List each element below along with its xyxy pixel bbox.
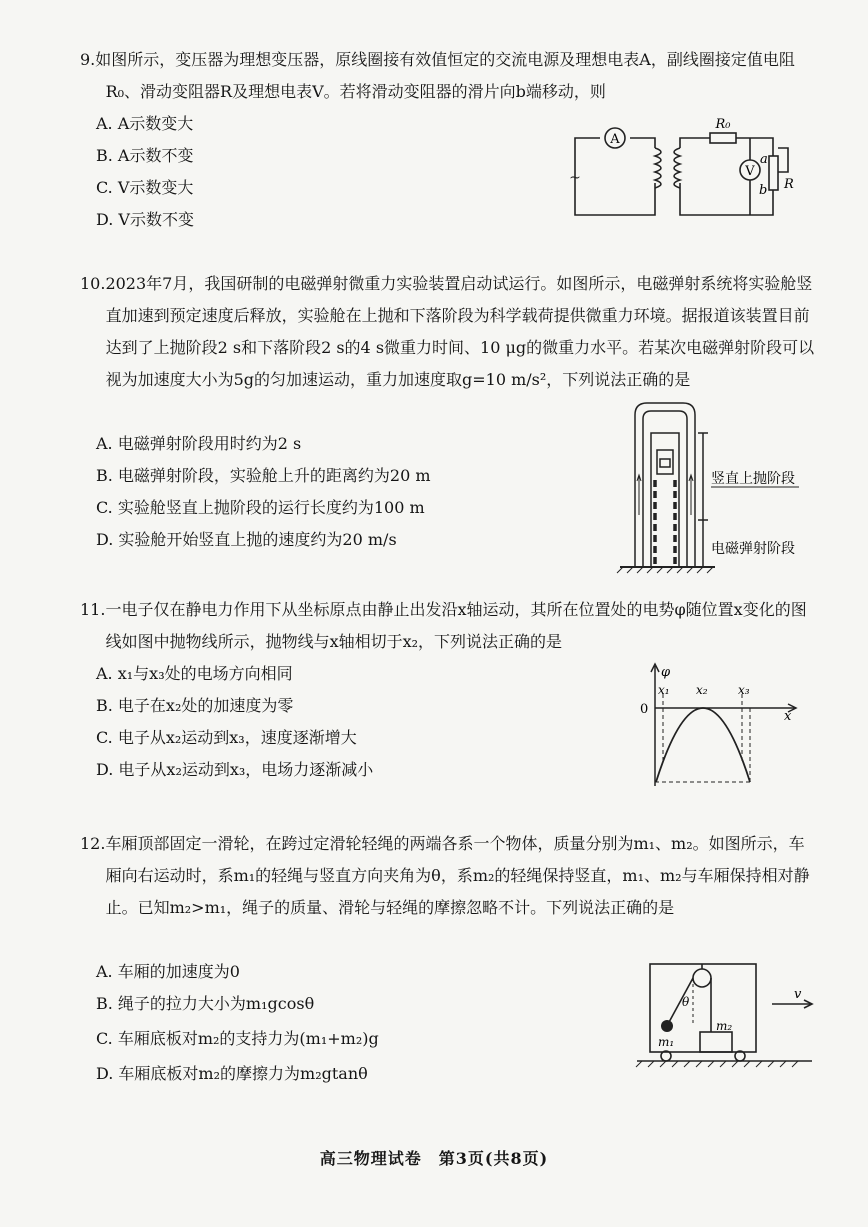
q11-option-d: D. 电子从x₂运动到x₃，电场力逐渐减小 — [96, 760, 374, 779]
page-footer: 高三物理试卷 第3页(共8页) — [319, 1149, 549, 1168]
r-label: R — [784, 177, 794, 192]
q11-potential-graph — [628, 660, 803, 790]
q12-option-c: C. 车厢底板对m₂的支持力为(m₁+m₂)g — [96, 1029, 379, 1048]
q9-option-c: C. V示数变大 — [96, 178, 194, 197]
q11-option-b: B. 电子在x₂处的加速度为零 — [96, 696, 294, 715]
m1-label: m₁ — [658, 1035, 675, 1049]
upper-stage-label: 竖直上抛阶段 — [711, 471, 795, 487]
q12-stem: 12.车厢顶部固定一滑轮，在跨过定滑轮轻绳的两端各系一个物体，质量分别为m₁、m₂。如图所示，车厢向右运动时，系m₁的轻绳与竖直方向夹角为θ，系m₂的轻绳保持竖直，m₁、m₂与车厢保持相对静止。已知m₂>m₁，绳子的质量、滑轮与轻绳的摩擦忽略不计。下列说法正确的是 — [80, 834, 810, 917]
r0-resistor — [710, 133, 736, 143]
pulley — [693, 969, 711, 987]
q12-carriage-figure — [632, 960, 822, 1080]
q9-option-a: A. A示数变大 — [96, 114, 194, 133]
ball-m1 — [661, 1020, 673, 1032]
q9-option-b: B. A示数不变 — [96, 146, 194, 165]
r0-label: R₀ — [715, 117, 731, 132]
b-label: b — [759, 183, 768, 198]
q9-option-d: D. V示数不变 — [96, 210, 194, 229]
q11-stem: 11.一电子仅在静电力作用下从坐标原点由静止出发沿x轴运动，其所在位置处的电势φ随位置x变化的图线如图中抛物线所示，抛物线与x轴相切于x₂，下列说法正确的是 — [80, 600, 807, 651]
q9-transformer-circuit — [560, 108, 810, 220]
q10-option-c: C. 实验舱竖直上抛阶段的运行长度约为100 m — [96, 498, 425, 517]
q12-option-a: A. 车厢的加速度为0 — [96, 962, 240, 981]
phi-label: φ — [661, 665, 671, 680]
q11-option-c: C. 电子从x₂运动到x₃，速度逐渐增大 — [96, 728, 357, 747]
q10-launcher-figure — [615, 395, 815, 580]
block-m2 — [700, 1032, 732, 1052]
q12-option-d: D. 车厢底板对m₂的摩擦力为m₂gtanθ — [96, 1064, 368, 1083]
q12-option-b: B. 绳子的拉力大小为m₁gcosθ — [96, 994, 315, 1013]
rope-m1 — [668, 978, 693, 1024]
ammeter-label: A — [610, 132, 620, 147]
q11-option-a: A. x₁与x₃处的电场方向相同 — [96, 664, 293, 683]
parabola-curve — [656, 708, 750, 782]
m2-label: m₂ — [716, 1019, 733, 1033]
a-label: a — [760, 152, 768, 167]
q9-stem: 9.如图所示，变压器为理想变压器，原线圈接有效值恒定的交流电源及理想电表A，副线圈接定值电阻R₀、滑动变阻器R及理想电表V。若将滑动变阻器的滑片向b端移动，则 — [80, 50, 795, 101]
voltmeter-label: V — [745, 164, 755, 179]
q10-option-b: B. 电磁弹射阶段，实验舱上升的距离约为20 m — [96, 466, 431, 485]
lower-stage-label: 电磁弹射阶段 — [711, 541, 795, 557]
q10-option-d: D. 实验舱开始竖直上抛的速度约为20 m/s — [96, 530, 397, 549]
theta-label: θ — [682, 995, 690, 1009]
v-label: v — [794, 987, 802, 1002]
x3-label: x₃ — [738, 683, 750, 697]
q10-option-a: A. 电磁弹射阶段用时约为2 s — [96, 434, 302, 453]
origin-label: 0 — [640, 702, 649, 717]
x-label: x — [784, 709, 792, 724]
rheostat-resistor — [769, 156, 778, 190]
ac-source-symbol: ~ — [569, 170, 581, 186]
x2-label: x₂ — [696, 683, 708, 697]
x1-label: x₁ — [658, 683, 670, 697]
q10-stem: 10.2023年7月，我国研制的电磁弹射微重力实验装置启动试运行。如图所示，电磁弹射系统将实验舱竖直加速到预定速度后释放，实验舱在上抛和下落阶段为科学载荷提供微重力环境。据报道该装置目前达到了上抛阶段2 s和下落阶段2 s的4 s微重力时间、10 μg的微重力水平。若某次电磁弹射阶段可以视为加速度大小为5g的匀加速运动，重力加速度取g=10 m/s²，下列说法正确的是 — [80, 274, 815, 389]
